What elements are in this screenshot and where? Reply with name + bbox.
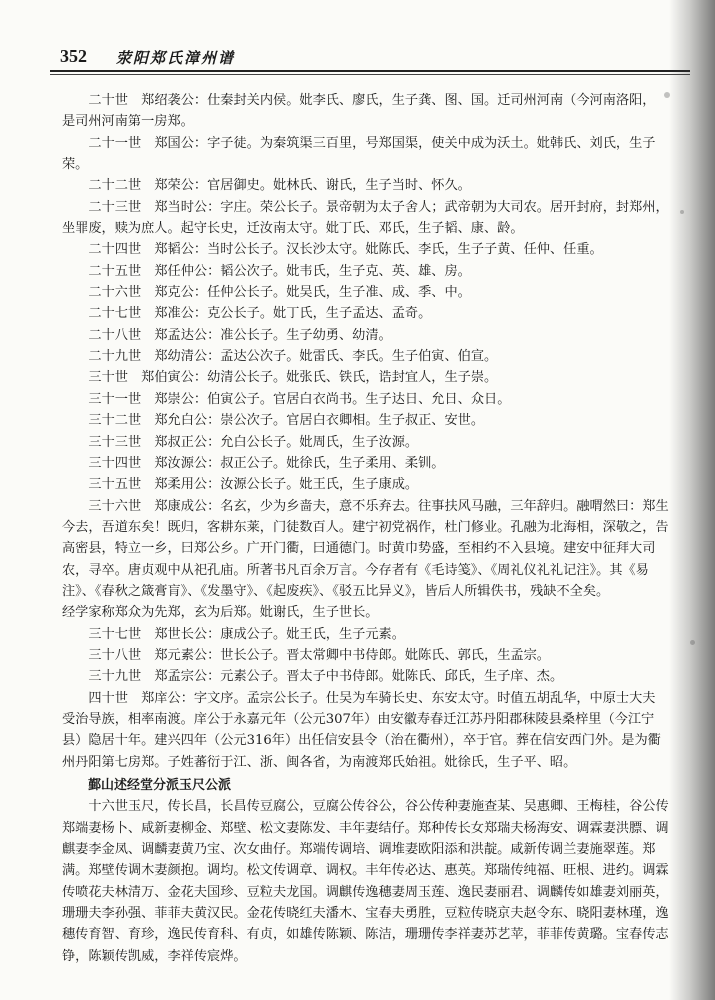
entry-line: 三十三世 郑叔正公：允白公长子。妣周氏，生子汝源。 (88, 434, 419, 450)
book-title: 荥阳郑氏漳州谱 (116, 49, 236, 67)
page-number: 352 (60, 46, 87, 66)
generation-entry (62, 197, 704, 240)
entry-line: 二十七世 郑准公：克公长子。妣丁氏，生子孟达、孟奇。 (88, 306, 432, 322)
entry-line: 荣。 (62, 157, 89, 173)
entry-line: 三十六世 郑康成公：名玄，少为乡啬夫，意不乐弃去。往事扶风马融，三年辞归。融喟然曰：郑生 (88, 498, 669, 514)
genealogy-entries (62, 90, 704, 773)
entry-line: 二十一世 郑国公：字子徒。为秦筑渠三百里，号郑国渠，使关中成为沃土。妣韩氏、刘氏，生子 (88, 135, 656, 151)
entry-line: 二十六世 郑克公：任仲公长子。妣吴氏，生子准、成、季、中。 (88, 285, 471, 301)
generation-entry (62, 645, 704, 666)
entry-line: 三十八世 郑元素公：世长公子。晋太常卿中书侍郎。妣陈氏、郭氏，生孟宗。 (88, 647, 550, 663)
entry-line: 二十二世 郑荣公：官居御史。妣林氏、谢氏，生子当时、怀久。 (88, 178, 471, 194)
paragraph-line: 十六世玉尺，传长昌，长昌传豆腐公，豆腐公传谷公，谷公传种妻施查某、吴惠卿、王梅桂，谷公传 (88, 799, 669, 815)
entry-line: 四十世 郑庠公：字文序。孟宗公长子。仕吴为车骑长史、东安太守。时值五胡乱华，中原士大夫 (88, 690, 656, 706)
generation-entry (62, 282, 704, 303)
generation-entry (62, 432, 704, 453)
generation-entry (62, 474, 704, 495)
generation-entry (62, 346, 704, 367)
generation-entry (62, 133, 704, 176)
entry-line: 经学家称郑众为先郑，玄为后郑。妣谢氏，生子世长。 (62, 605, 379, 621)
entry-line: 三十一世 郑崇公：伯寅公子。官居白衣尚书。生子达日、允日、众日。 (88, 391, 511, 407)
generation-entry (62, 453, 704, 474)
entry-line: 三十四世 郑汝源公：叔正公子。妣徐氏，生子柔用、柔钏。 (88, 455, 445, 471)
entry-line: 今去，吾道东矣！既归，客耕东莱，门徒数百人。建宁初党祸作，杜门修业。孔融为北海相，深敬之，告 (62, 519, 669, 535)
paragraph-line: 铮，陈颖传凯威，李祥传宸烨。 (62, 948, 247, 964)
final-paragraph (62, 796, 704, 967)
paragraph-line: 传喷花夫林清万、金花夫国珍、豆粒夫龙国。调麒传逸穗妻周玉莲、逸民妻丽君、调麟传如雄妻刘丽英， (62, 884, 669, 900)
generation-entry (62, 90, 704, 133)
entry-line: 三十二世 郑允白公：崇公次子。官居白衣卿相。生子叔正、安世。 (88, 413, 485, 429)
page-body (62, 90, 704, 967)
scan-speck (680, 210, 684, 214)
scan-speck (690, 640, 695, 645)
header-rule-thin (50, 74, 690, 75)
generation-entry (62, 261, 704, 282)
generation-entry (62, 367, 704, 388)
entry-line: 二十四世 郑韬公：当时公长子。汉长沙太守。妣陈氏、李氏，生子子黄、任仲、任重。 (88, 242, 603, 258)
generation-entry (62, 303, 704, 324)
entry-line: 州丹阳第七房郑。子姓蕃衍于江、浙、闽各省，为南渡郑氏始祖。妣徐氏，生子平、昭。 (62, 754, 577, 770)
entry-line: 是司州河南第一房郑。 (62, 114, 194, 130)
paragraph-line: 珊珊夫李孙强、菲菲夫黄汉民。金花传晓红夫潘木、宝春夫勇胜，豆粒传晓京夫赵令东、晓阳妻林瑾，逸 (62, 906, 669, 922)
generation-entry (62, 325, 704, 346)
entry-line: 三十七世 郑世长公：康成公子。妣王氏，生子元素。 (88, 626, 405, 642)
entry-line: 三十九世 郑孟宗公：元素公子。晋太子中书侍郎。妣陈氏、邱氏，生子庠、杰。 (88, 669, 564, 685)
generation-entry (62, 175, 704, 196)
generation-entry (62, 239, 704, 260)
entry-line: 受治导族，相率南渡。庠公于永嘉元年（公元307年）由安徽寿春迁江苏丹阳郡秣陵县桑梓里（今江宁 (62, 711, 655, 727)
paragraph-line: 穗传育智、育珍，逸民传育科、有贞，如雄传陈颖、陈洁，珊珊传李祥妻苏艺苹，菲菲传黄璐。宝春传志 (62, 927, 669, 943)
entry-line: 高密县，特立一乡，曰郑公乡。广开门衢，曰通德门。时黄巾势盛，至相约不入县境。建安中征拜大司 (62, 541, 656, 557)
scan-speck (664, 92, 670, 98)
generation-entry (62, 389, 704, 410)
section-title: 鄞山述经堂分派玉尺公派 (88, 778, 232, 793)
entry-line: 注》、《春秋之箴膏肓》、《发墨守》、《起废疾》、《驳五比异义》，皆后人所辑佚书，残缺不全矣。 (62, 583, 610, 599)
header-rule (50, 70, 690, 72)
entry-line: 县）隐居十年。建兴四年（公元316年）出任信安县令（治在衢州），卒于官。葬在信安西门外。是为衢 (62, 733, 661, 749)
paragraph-line: 郑端妻杨卜、咸新妻柳金、郑壁、松文妻陈发、丰年妻结仔。郑种传长女郑瑞夫杨海安、调霖妻洪膘、调 (62, 820, 669, 836)
entry-line: 三十五世 郑柔用公：汝源公长子。妣王氏，生子康成。 (88, 477, 419, 493)
generation-entry (62, 624, 704, 645)
entry-line: 三十世 郑伯寅公：幼清公长子。妣张氏、铁氏，诰封宜人，生子崇。 (88, 370, 498, 386)
paragraph-line: 满。郑壁传调木妻颜抱。调均。松文传调章、调权。丰年传必达、惠英。郑瑞传纯福、旺根、进约。调霖 (62, 863, 669, 879)
generation-entry (62, 496, 704, 624)
entry-line: 二十八世 郑孟达公：准公长子。生子幼勇、幼清。 (88, 327, 392, 343)
generation-entry (62, 666, 704, 687)
generation-entry (62, 410, 704, 431)
paragraph-line: 麒妻李金凤、调麟妻黄乃宝、次女曲仔。郑端传调培、调堆妻欧阳添和洪靛。咸新传调兰妻施翠莲。郑 (62, 842, 656, 858)
generation-entry (62, 688, 704, 773)
running-header (50, 44, 670, 70)
entry-line: 二十五世 郑任仲公：韬公次子。妣韦氏，生子克、英、雄、房。 (88, 263, 471, 279)
entry-line: 二十世 郑绍袭公：仕秦封关内侯。妣李氏、廖氏，生子龚、图、国。迁司州河南（今河南洛阳， (88, 93, 656, 108)
entry-line: 农，寻卒。唐贞观中从祀孔庙。所著书凡百余万言。今存者有《毛诗笺》、《周礼仪礼礼记注》。其《易 (62, 562, 649, 578)
entry-line: 坐罪废，赎为庶人。起守长史，迁汝南太守。妣丁氏、邓氏，生子韬、康、龄。 (62, 221, 524, 237)
entry-line: 二十九世 郑幼清公：孟达公次子。妣雷氏、李氏。生子伯寅、伯宣。 (88, 349, 498, 365)
entry-line: 二十三世 郑当时公：字庄。荣公长子。景帝朝为太子舍人；武帝朝为大司农。居开封府，封郑州， (88, 199, 669, 215)
